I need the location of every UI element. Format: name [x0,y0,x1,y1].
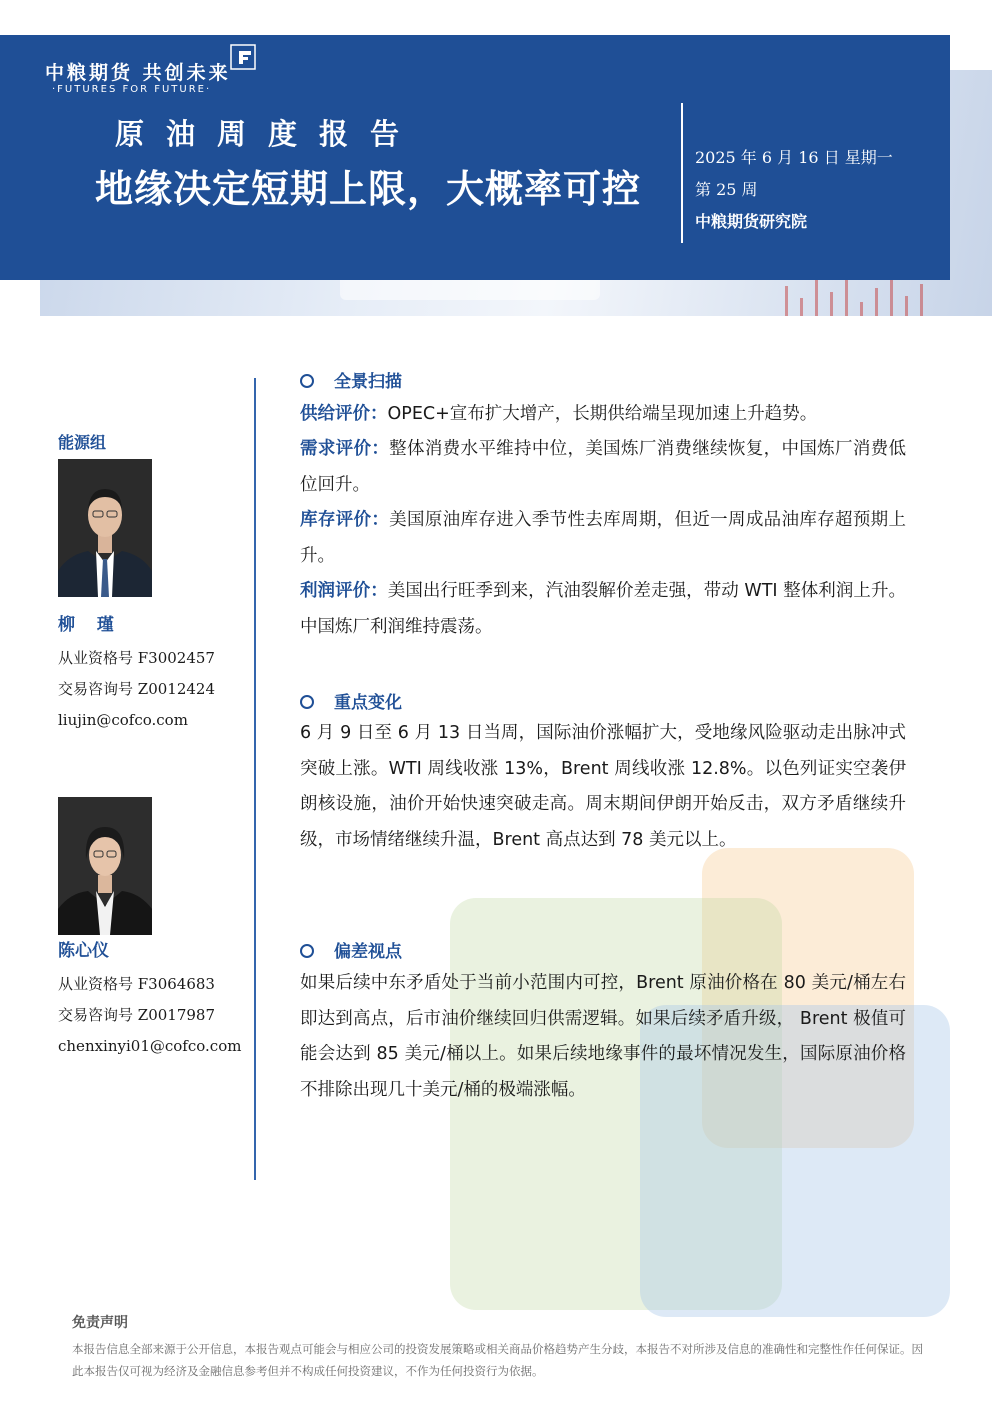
section-heading-overview: 全景扫描 [300,367,402,392]
analyst-consult-number: 交易咨询号 Z0017987 [58,1006,215,1024]
analyst-credentials [58,643,243,736]
report-date: 2025 年 6 月 16 日 星期一 [695,148,893,167]
supply-assessment: 供给评价：OPEC+宣布扩大增产，长期供给端呈现加速上升趋势。 [300,404,818,424]
report-organization: 中粮期货研究院 [695,212,808,231]
section-heading-deviation: 偏差视点 [300,937,402,962]
header-divider [681,103,683,243]
brand-slogan: ·FUTURES FOR FUTURE· [52,84,212,95]
analyst-email[interactable]: liujin@cofco.com [58,711,188,729]
circle-bullet-icon [300,944,314,958]
analyst-name: 陈心仪 [58,941,109,961]
report-title: 地缘决定短期上限，大概率可控 [95,166,642,211]
analyst-photo [58,797,152,935]
circle-bullet-icon [300,374,314,388]
key-changes-text: 6 月 9 日至 6 月 13 日当周，国际油价涨幅扩大，受地缘风险驱动走出脉冲式突破上涨。WTI 周线收涨 13%，Brent 周线收涨 12.8%。以色列证实空袭伊朗核设施，油价开始快速突破走高。周末期间伊朗开始反击，双方矛盾继续升级，市场情绪继续升温，Brent 高点达到 78 美元以上。 [300,723,906,850]
analyst-license: 从业资格号 F3064683 [58,975,215,993]
report-week: 第 25 周 [695,180,758,199]
disclaimer-text: 本报告信息全部来源于公开信息，本报告观点可能会与相应公司的投资发展策略或相关商品价格趋势产生分歧，本报告不对所涉及信息的准确性和完整性作任何保证。因此本报告仅可视为经济及金融信息参考但并不构成任何投资建议，不作为任何投资行为依据。 [72,1342,923,1378]
section-heading-key-changes: 重点变化 [300,688,402,713]
disclaimer-heading: 免责声明 [72,1315,128,1331]
analyst-photo [58,459,152,597]
demand-assessment: 需求评价：整体消费水平维持中位，美国炼厂消费继续恢复，中国炼厂消费低位回升。 [300,439,907,495]
deviation-text: 如果后续中东矛盾处于当前小范围内可控，Brent 原油价格在 80 美元/桶左右即达到高点，后市油价继续回归供需逻辑。如果后续矛盾升级， Brent 极值可能会达到 85 美元/桶以上。如果后续地缘事件的最坏情况发生，国际原油价格不排除出现几十美元/桶的极端涨幅。 [300,973,906,1100]
analyst-credentials [58,969,243,1062]
brand-logo-text: 中粮期货 共创未来 [45,62,231,84]
team-name: 能源组 [58,433,107,452]
profit-assessment: 利润评价：美国出行旺季到来，汽油裂解价差走强，带动 WTI 整体利润上升。中国炼厂利润维持震荡。 [300,581,907,637]
inventory-assessment: 库存评价：美国原油库存进入季节性去库周期，但近一周成品油库存超预期上升。 [300,510,907,566]
report-series: 原油周度报告 [115,117,422,151]
analyst-consult-number: 交易咨询号 Z0012424 [58,680,215,698]
sidebar-divider [254,378,256,1180]
analyst-email[interactable]: chenxinyi01@cofco.com [58,1037,242,1055]
analyst-license: 从业资格号 F3002457 [58,649,215,667]
circle-bullet-icon [300,695,314,709]
analyst-name: 柳 瑾 [58,615,122,635]
brand-logo-icon [230,44,256,70]
